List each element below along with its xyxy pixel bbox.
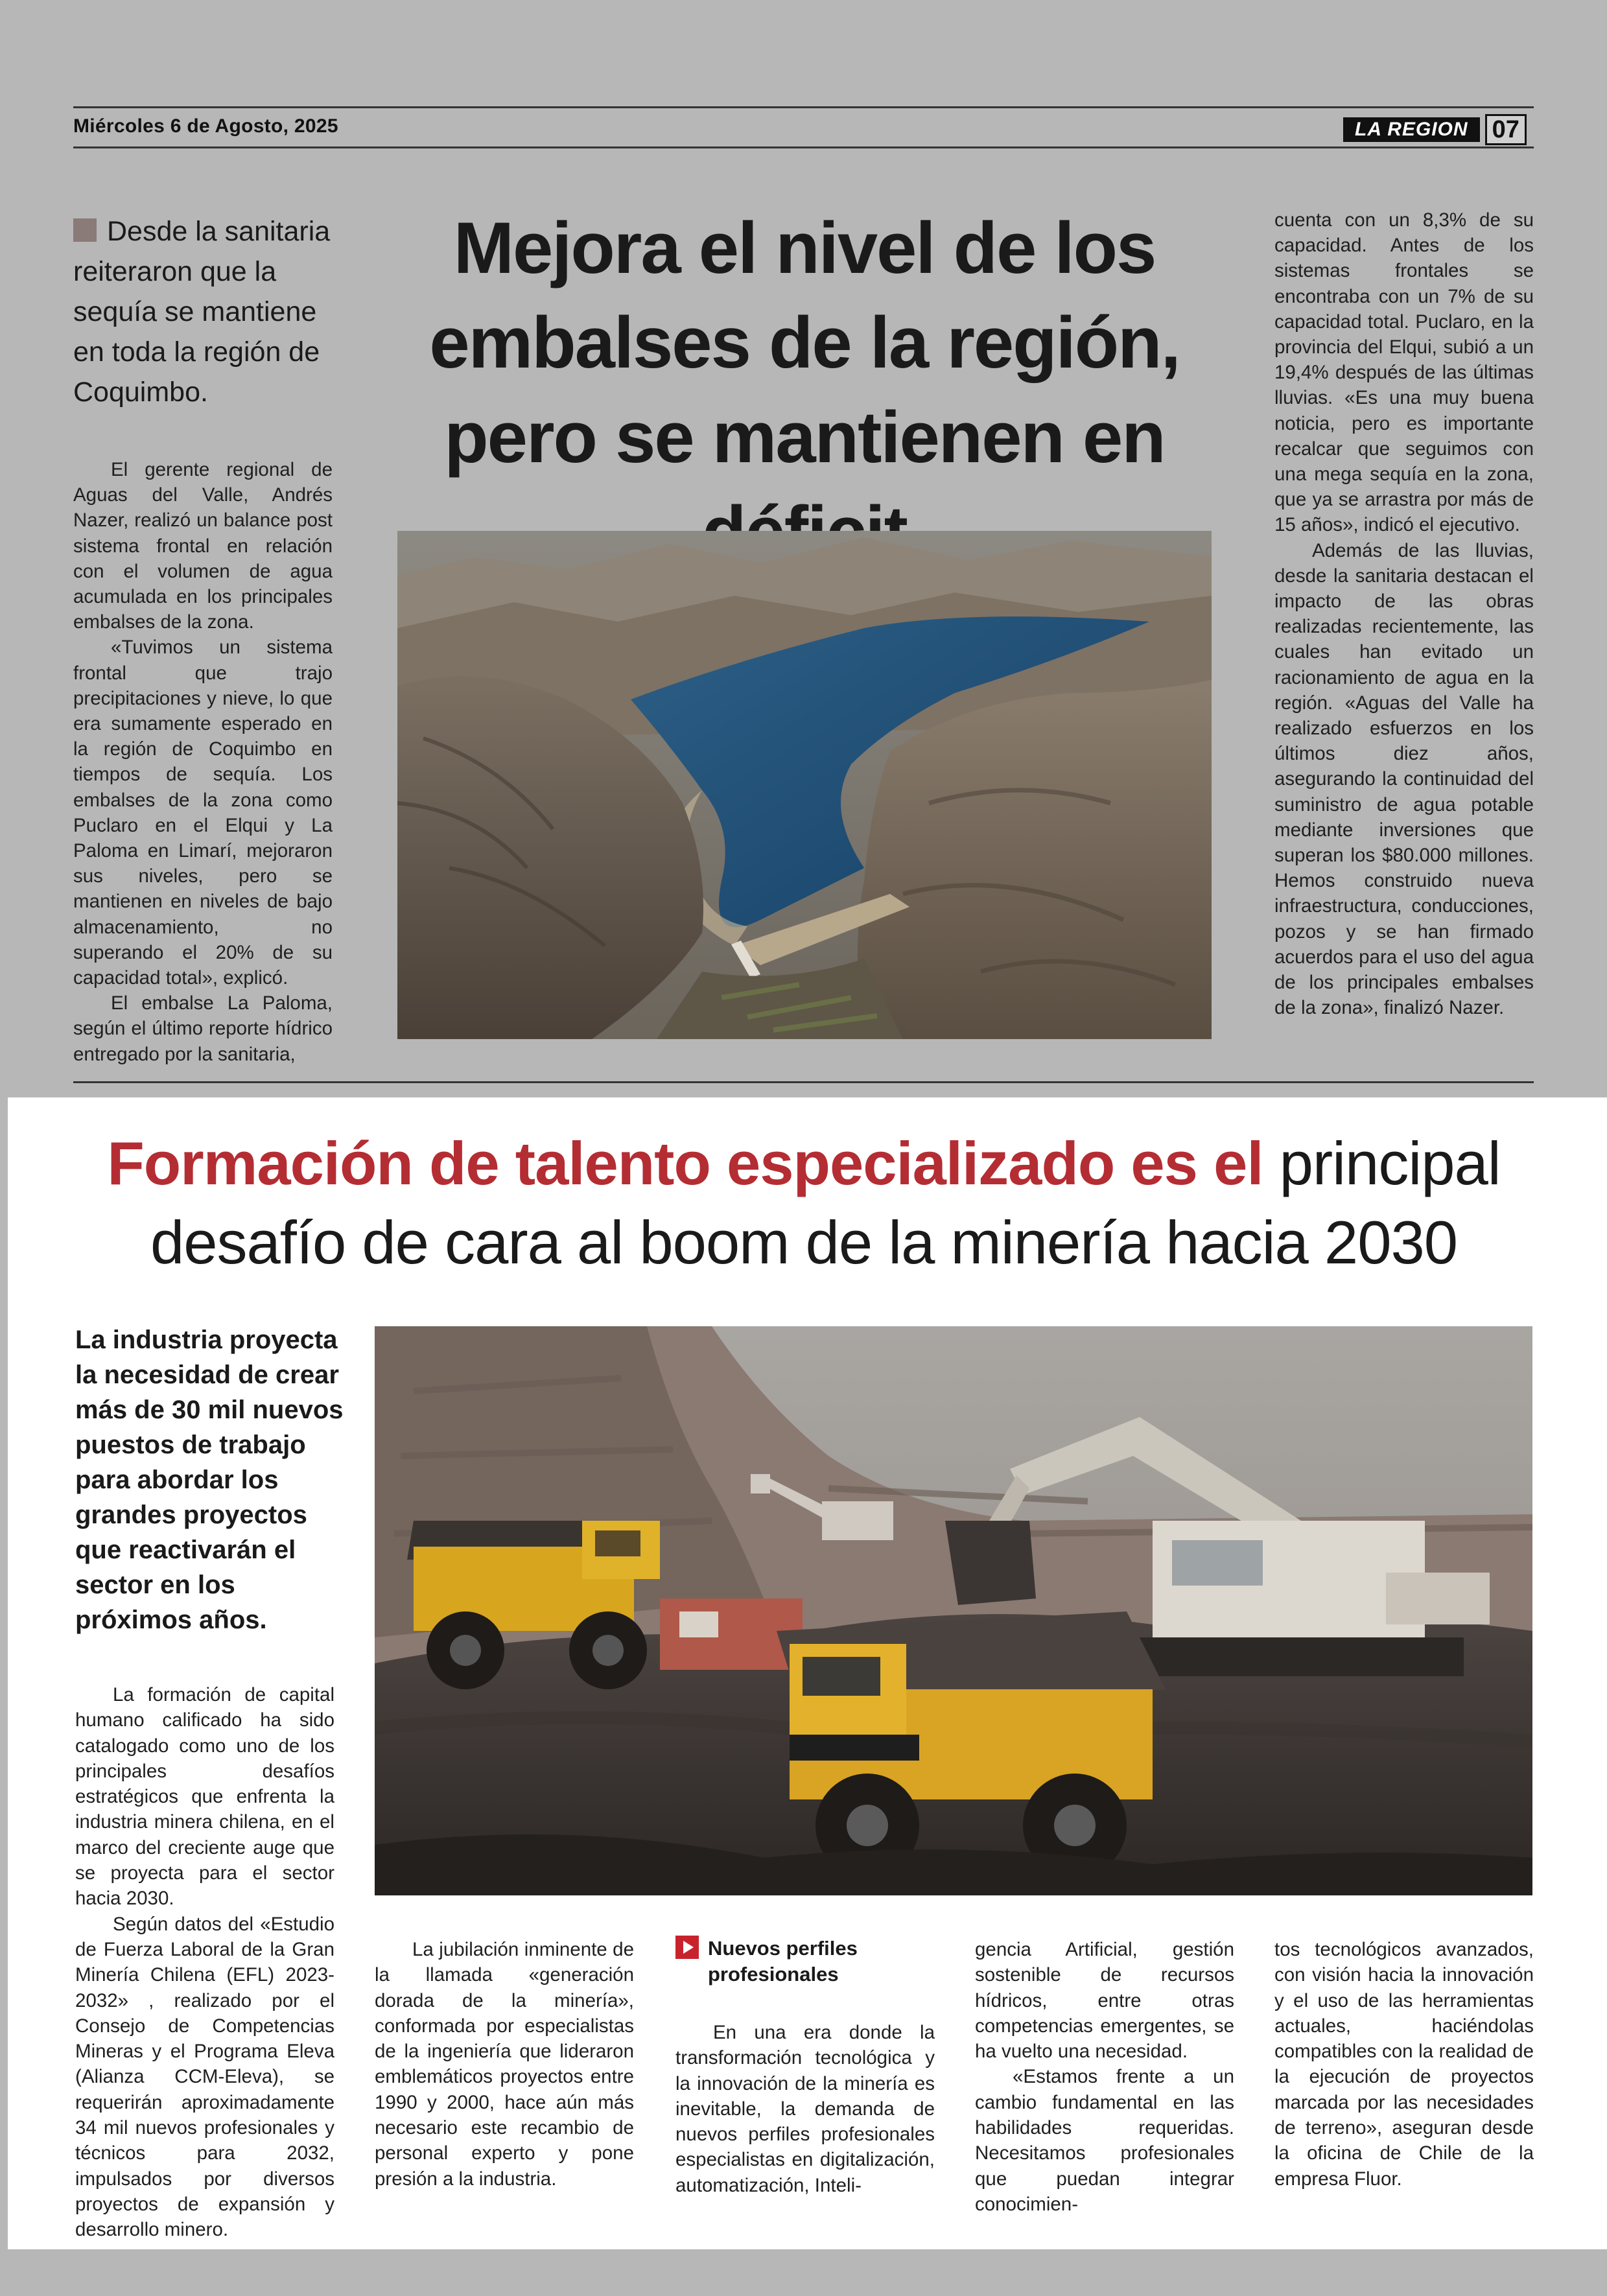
article1-lead — [73, 211, 339, 412]
reservoir-photo — [397, 531, 1212, 1039]
article2-col2-paragraph: La jubilación inminente de la llamada «generación dorada de la minería», conformada por especialistas de la ingeniería que lideraron emblemáticos proyectos entre 1990 y 2000, hace aún más necesario este recambio de personal experto y pone presión a la industria. — [375, 1939, 634, 2190]
subhead-nuevos-perfiles — [675, 1936, 935, 1987]
article2-headline — [97, 1124, 1510, 1282]
article2-col5-paragraph: tos tecnológicos avanzados, con visión hacia la innovación y el uso de las herramientas actuales, haciéndolas compatibles con la realidad de la ejecución de proyectos marcada por las necesidades de terreno», aseguran desde la oficina de Chile de la empresa Fluor. — [1274, 1939, 1534, 2190]
article2-column-2 — [375, 1937, 634, 2192]
article1-col1-paragraph: «Tuvimos un sistema frontal que trajo precipitaciones y nieve, lo que era sumamente esperado en la región de Coquimbo en tiempos de sequía. Los embalses de la zona como Puclaro en el Elqui y La Paloma en Limarí, mejoraron sus niveles, pero se mantienen en niveles de bajo almacenamiento, no superando el 20% de su capacidad total», explicó. — [73, 637, 333, 989]
article2-lead: La industria proyecta la necesidad de crear más de 30 mil nuevos puestos de trabajo para abordar los grandes proyectos que reactivarán el sector en los próximos años. — [75, 1326, 344, 1634]
article2-col1-paragraph: Según datos del «Estudio de Fuerza Laboral de la Gran Minería Chilena (EFL) 2023-2032» , realizado por el Consejo de Competencias Mineras y el Programa Eleva (Alianza CCM-Eleva), se requerirán aproximadamente 34 mil nuevos profesionales y técnicos para 2032, impulsados por diversos proyectos de expansión y desarrollo minero. — [75, 1913, 334, 2241]
article2-headline-highlight: Formación de talento especializado es el — [107, 1129, 1263, 1197]
article2-column-4 — [975, 1937, 1234, 2217]
play-icon — [675, 1936, 699, 1959]
masthead — [1343, 114, 1527, 145]
article1-headline: Mejora el nivel de los embalses de la región, pero se mantienen en — [429, 207, 1180, 478]
article2-headline-rest: principal desafío de cara al boom de la minería hacia 2030 — [150, 1129, 1501, 1276]
article1-col2-paragraph: Además de las lluvias, desde la sanitaria destacan el impacto de las obras realizadas recientemente, las cuales han evitado un racionamiento de agua en la región. «Aguas del Valle ha realizado esfuerzos en los últimos diez años, asegurando la continuidad del suministro de agua potable mediante inversiones que superan los $80.000 millones. Hemos construido nueva infraestructura, conducciones, pozos y se han firmado acuerdos para el uso del agua de los principales embalses de la zona», finalizó Nazer. — [1274, 539, 1534, 1019]
mining-photo — [375, 1326, 1532, 1895]
article2-column-5 — [1274, 1937, 1534, 2192]
subhead-text: Nuevos perfiles profesionales — [708, 1937, 858, 1986]
mining-illustration — [375, 1326, 1532, 1895]
header-bottom-rule — [73, 146, 1534, 148]
article1-column-2 — [1274, 207, 1534, 1021]
page-bottom-margin — [0, 2249, 1607, 2296]
article1-column-1 — [73, 457, 333, 1067]
article2-column-1 — [75, 1682, 334, 2243]
publication-logo: LA REGION — [1343, 117, 1480, 142]
article2-col3-body — [675, 2020, 935, 2198]
article2-col4-paragraph: «Estamos frente a un cambio fundamental en las habilidades requeridas. Necesitamos profesionales que puedan integrar conocimien- — [975, 2066, 1234, 2215]
reservoir-illustration — [397, 531, 1212, 1039]
article1-col2-paragraph: cuenta con un 8,3% de su capacidad. Antes de los sistemas frontales se encontraba con un 7% de su capacidad total. Puclaro, en la provincia del Elqui, subió a un 19,4% después de las últimas lluvias. «Es una muy buena noticia, pero es importante recalcar que seguimos con una mega sequía en la zona, que ya se arrastra por más de 15 años», indicó el ejecutivo. — [1274, 209, 1534, 536]
article-separator-rule — [73, 1081, 1534, 1083]
page-number: 07 — [1485, 114, 1527, 145]
article1-col1-paragraph: El gerente regional de Aguas del Valle, Andrés Nazer, realizó un balance post sistema frontal en relación con el volumen de agua acumulada en los principales embalses de la zona. — [73, 459, 333, 633]
lead-square-icon — [73, 218, 97, 242]
article2-col3-paragraph: En una era donde la transformación tecnológica y la innovación de la minería es inevitable, la demanda de nuevos perfiles profesionales especialistas en digitalización, automatización, Inteli- — [675, 2022, 935, 2196]
article1-col1-paragraph: El embalse La Paloma, según el último reporte hídrico entregado por la sanitaria, — [73, 992, 333, 1065]
article2-col4-paragraph: gencia Artificial, gestión sostenible de recursos hídricos, entre otras competencias emergentes, se ha vuelto una necesidad. — [975, 1939, 1234, 2063]
article2-column-3 — [675, 1936, 935, 2198]
issue-date: Miércoles 6 de Agosto, 2025 — [73, 115, 338, 137]
article2-col1-paragraph: La formación de capital humano calificado ha sido catalogado como uno de los principales desafíos estratégicos que enfrenta la industria minera chilena, en el marco del creciente auge que se proyecta para el sector hacia 2030. — [75, 1684, 334, 1910]
header-top-rule — [73, 106, 1534, 108]
article1-lead-text: Desde la sanitaria reiteraron que la sequía se mantiene en toda la región de Coquimbo. — [73, 216, 331, 408]
